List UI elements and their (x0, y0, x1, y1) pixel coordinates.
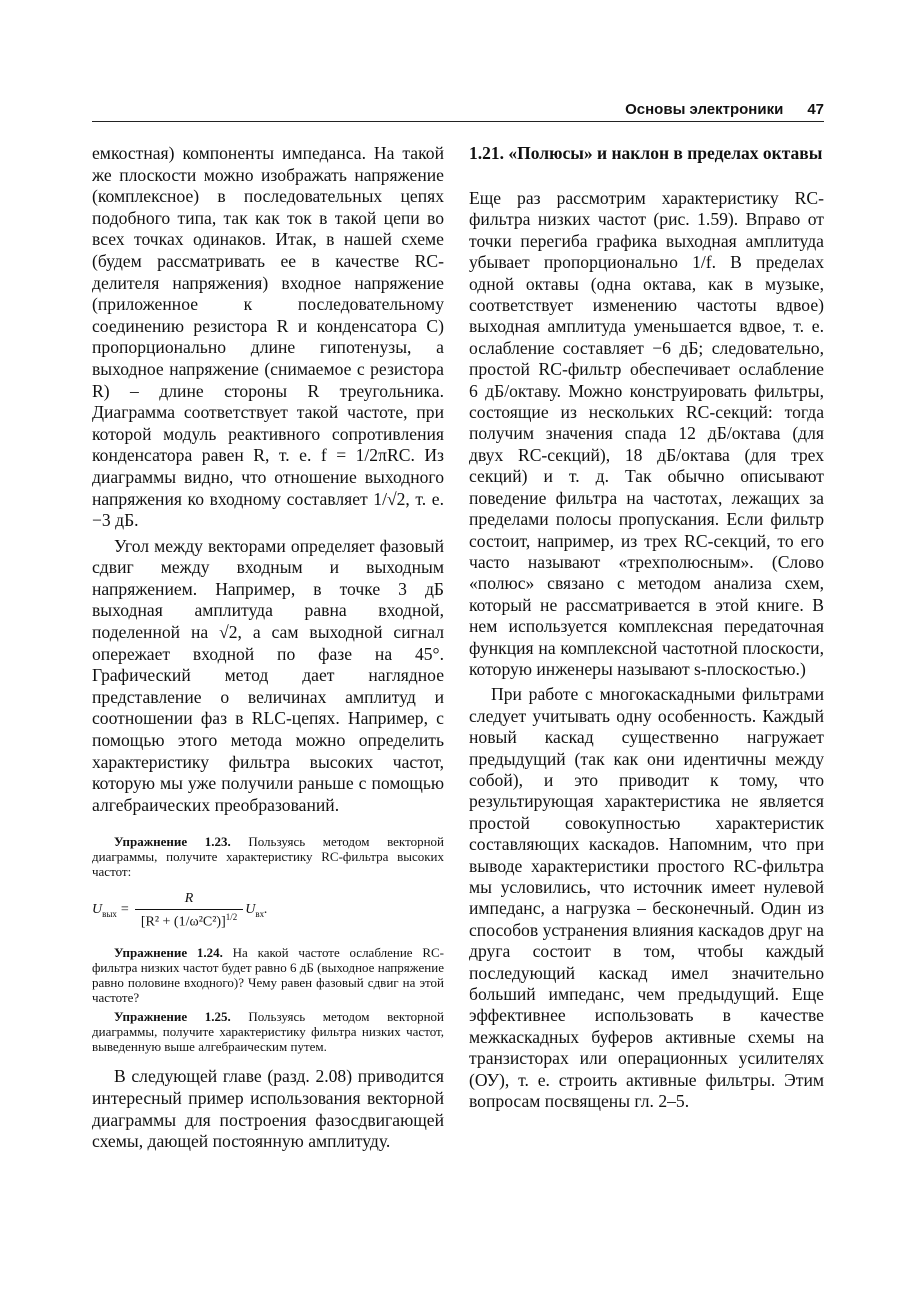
formula-rhs: $U_{вх}$. (245, 902, 268, 919)
formula-equals: = (120, 902, 129, 918)
formula-fraction (135, 891, 243, 931)
formula-lhs: $U_{вых}$ (92, 902, 117, 919)
left-paragraph-1: емкостная) компоненты импеданса. На такой же плоскости можно изображать напряжение (комплексное) в последовательных цепях подобного типа, так как ток в такой цепи во всех точках одинаков. Итак, в нашей схеме (будем рассматривать ее в качестве RC-делителя напряжения) входное напряжение (приложенное к последовательному соединению резистора R и конденсатора C) пропорционально длине гипотенузы, а выходное напряжение (снимаемое с резистора R) – длине стороны R треугольника. Диаграмма соответствует такой частоте, при которой модуль реактивного сопротивления конденсатора равен R, т. е. f = 1/2πRC. Из диаграммы видно, что отношение выходного напряжения ко входному составляет 1/√2, т. е. −3 дБ. (92, 143, 444, 531)
highpass-formula (92, 887, 444, 933)
exercise-label: Упражнение 1.24. (114, 945, 223, 961)
exercise-1-24 (92, 945, 444, 1005)
left-paragraph-2: Угол между векторами определяет фазовый сдвиг между входным и выходным напряжением. Например, в точке 3 дБ выходная амплитуда равна входной, поделенной на √2, а сам выходной сигнал опережает входной по фазе на 45°. Графический метод дает наглядное представление о величинах амплитуд и соотношении фаз в RLC-цепях. Например, с помощью этого метода можно определить характеристику фильтра высоких частот, которую мы уже получили раньше с помощью алгебраических преобразований. (92, 535, 444, 815)
right-paragraph-1: Еще раз рассмотрим характеристику RC-фильтра низких частот (рис. 1.59). Вправо от точки перегиба графика выходная амплитуда убывает пропорционально 1/f. В пределах одной октавы (одна октава, как в музыке, соответствует изменению частоты вдвое) выходная амплитуда уменьшается вдвое, т. е. ослабление составляет −6 дБ; следовательно, простой RC-фильтр обеспечивает ослабление 6 дБ/октаву. Можно конструировать фильтры, состоящие из нескольких RC-секций: тогда получим значения спада 12 дБ/октава (для двух RC-секций), 18 дБ/октава (для трех секций) и т. д. Так обычно описывают поведение фильтра на частотах, лежащих за пределами полосы пропускания. Если фильтр состоит, например, из трех RC-секций, то его часто называют «трехполюсным». (Слово «полюс» связано с методом анализа схем, который не рассматривается в этой книге. В нем используется комплексная передаточная функция на комплексной частотной плоскости, которую инженеры называют s-плоскостью.) (469, 188, 824, 679)
exercise-label: Упражнение 1.23. (114, 834, 231, 850)
running-header (92, 101, 824, 119)
section-title: 1.21. «Полюсы» и наклон в пределах октавы (469, 143, 823, 163)
left-column (92, 143, 444, 1153)
exercise-1-25 (92, 1009, 444, 1054)
running-title: Основы электроники (625, 101, 784, 118)
exercise-1-23 (92, 834, 444, 879)
exercise-text: Пользуясь методом векторной диаграммы, получите характеристику RC-фильтра высоких частот: (92, 834, 444, 880)
formula-numerator: R (184, 890, 194, 906)
page-number: 47 (807, 101, 824, 118)
exercise-label: Упражнение 1.25. (114, 1009, 231, 1025)
exercise-text: На какой частоте ослабление RC-фильтра низких частот будет равно 6 дБ (выходное напряжение равно половине входного)? Чему равен фазовый сдвиг на этой частоте? (92, 945, 444, 1006)
right-paragraph-2: При работе с многокаскадными фильтрами следует учитывать одну особенность. Каждый новый каскад существенно нагружает предыдущий (так как они идентичны между собой), и это приводит к тому, что результирующая характеристика не является простой совокупностью характеристик составляющих каскадов. Напомним, что при выводе характеристики простого RC-фильтра мы условились, что источник имеет нулевой импеданс, а нагрузка – бесконечный. Один из способов устранения влияния каскадов друг на друга состоит в том, чтобы каждый последующий каскад имел значительно больший импеданс, чем предыдущий. Еще эффективнее использовать в качестве межкаскадных буферов активные схемы на транзисторах или операционных усилителях (ОУ), т. е. строить активные фильтры. Этим вопросам посвящены гл. 2–5. (469, 684, 824, 1112)
exercise-text: Пользуясь методом векторной диаграммы, получите характеристику фильтра низких частот, выведенную выше алгебраическим путем. (92, 1009, 444, 1055)
header-rule (92, 121, 824, 122)
right-column (469, 143, 824, 1112)
formula-denominator: $[R^2 + (1/\omega^2C^2)]^{1/2}$ (135, 909, 243, 931)
left-paragraph-3: В следующей главе (разд. 2.08) приводится интересный пример использования векторной диаграммы для построения фазосдвигающей схемы, дающей постоянную амплитуду. (92, 1066, 444, 1152)
